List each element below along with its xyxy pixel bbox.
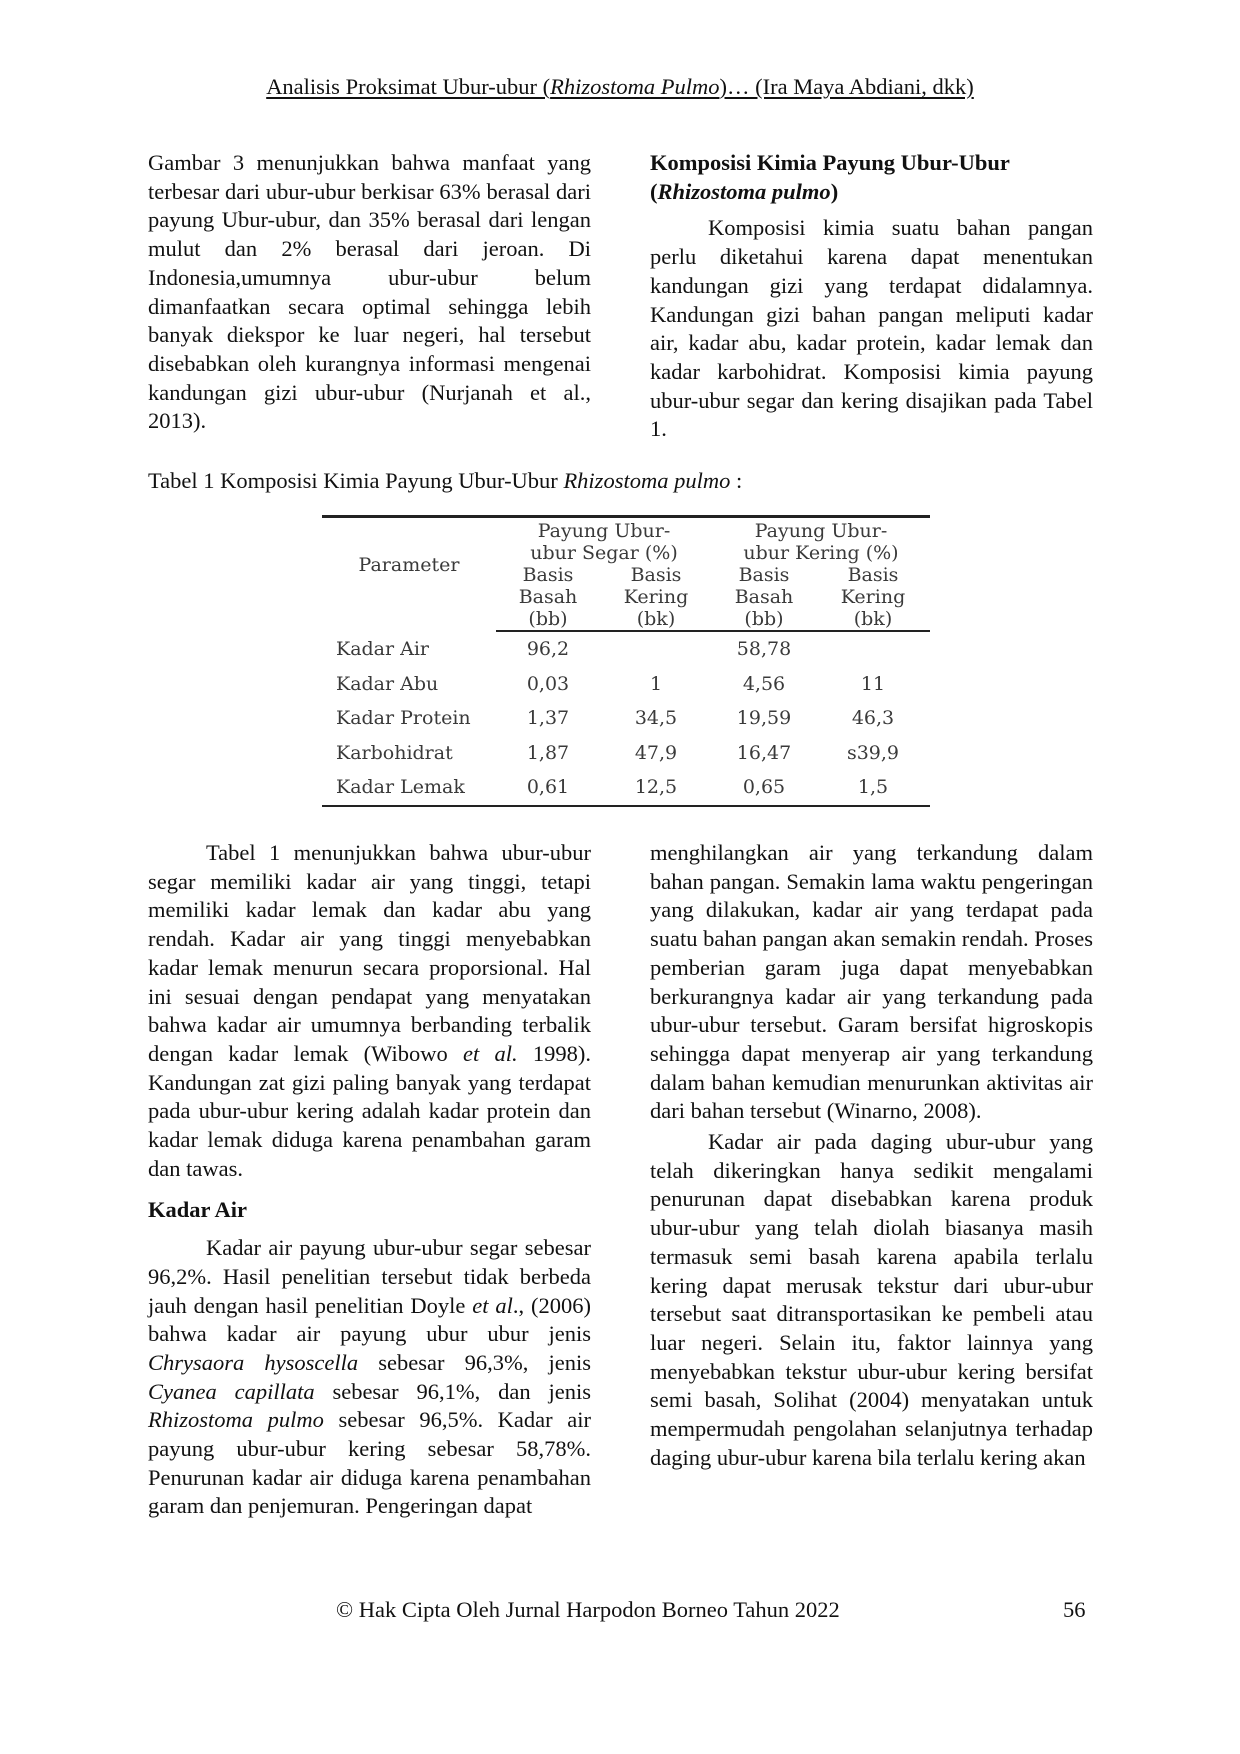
spacer bbox=[148, 1225, 591, 1234]
paragraph-pengeringan: menghilangkan air yang terkandung dalam bahan pangan. Semakin lama waktu pengeringan yang dilakukan, kadar air yang terdapat pada suatu bahan pangan akan semakin rendah. Proses pemberian garam juga dapat menyebabkan berkurangnya kadar air yang terkandung pada ubur-ubur tersebut. Garam bersifat higroskopis sehingga dapat menyerap air yang terkandung dalam bahan kemudian menurunkan aktivitas air dari bahan tersebut (Winarno, 2008). bbox=[650, 840, 1093, 1124]
running-header bbox=[0, 74, 1240, 100]
kadar-air-etal: et al bbox=[472, 1292, 513, 1318]
cell-segar-bb: 1,87 bbox=[526, 741, 570, 764]
left-column-top bbox=[148, 149, 591, 436]
species-chrysaora: Chrysaora hysoscella bbox=[148, 1349, 359, 1375]
section-heading-close: ) bbox=[830, 178, 839, 204]
table-row bbox=[322, 736, 930, 771]
sub-label-line: Basis bbox=[630, 564, 682, 586]
header-group-segar bbox=[496, 517, 712, 565]
table-row bbox=[322, 667, 930, 702]
header-group-segar-l1: Payung Ubur- bbox=[537, 520, 671, 542]
sub-label-line: (bk) bbox=[636, 608, 676, 630]
spacer bbox=[650, 206, 1093, 214]
cell-kering-bb: 0,65 bbox=[712, 770, 816, 806]
table-grid bbox=[322, 515, 930, 807]
cell-kering-bb: 19,59 bbox=[736, 707, 792, 729]
section-heading-komposisi bbox=[650, 149, 1093, 206]
right-column-bottom bbox=[650, 839, 1093, 1472]
paragraph-tabel1-discussion bbox=[148, 839, 591, 1183]
section-heading-open: ( bbox=[650, 178, 658, 204]
cell-kering-bk: 1,5 bbox=[816, 770, 930, 806]
tabel1-text: Tabel 1 menunjukkan bahwa ubur-ubur segar memiliki kadar air yang tinggi, tetapi memiliki kadar lemak dan kadar abu yang rendah. Kadar air yang tinggi menyebabkan kadar lemak menurun secara proporsional. Hal ini sesuai dengan pendapat yang menyatakan bahwa kadar air umumnya berbanding terbalik dengan kadar lemak (Wibowo bbox=[148, 840, 591, 1066]
paragraph-kadar-air bbox=[148, 1234, 591, 1521]
kadar-air-text-c: sebesar 96,3%, jenis bbox=[358, 1349, 591, 1375]
section-heading-line1: Komposisi Kimia Payung Ubur-Ubur bbox=[650, 150, 1010, 175]
cell-segar-bk: 12,5 bbox=[600, 770, 712, 806]
cell-kering-bk: 46,3 bbox=[851, 707, 895, 729]
table-row bbox=[322, 631, 930, 667]
sub-label-line: Basis bbox=[738, 564, 790, 586]
footer-copyright: © Hak Cipta Oleh Jurnal Harpodon Borneo Tahun 2022 bbox=[336, 1597, 840, 1622]
sub-label-line: Basah bbox=[734, 586, 794, 608]
cell-param: Kadar Protein bbox=[336, 707, 471, 729]
left-column-bottom bbox=[148, 839, 591, 1521]
sub-label-line: (bb) bbox=[528, 608, 568, 630]
cell-kering-bk bbox=[816, 631, 930, 667]
species-rhizostoma: Rhizostoma pulmo bbox=[148, 1407, 324, 1433]
sub-label-line: (bb) bbox=[744, 608, 784, 630]
cell-segar-bk: 1 bbox=[649, 672, 663, 695]
header-sub-bb-kering bbox=[712, 564, 816, 631]
cell-segar-bb: 1,37 bbox=[526, 707, 570, 729]
tabel1-text-end: 1998). Kandungan zat gizi paling banyak yang terdapat pada ubur-ubur kering adalah kadar protein dan kadar lemak diduga karena penambahan garam dan tawas. bbox=[148, 1040, 591, 1181]
cell-param: Kadar Lemak bbox=[322, 770, 496, 806]
header-sub-bk-segar bbox=[600, 564, 712, 631]
table-caption-colon: : bbox=[730, 468, 743, 493]
sub-label-line: Basis bbox=[847, 564, 899, 586]
cell-param: Kadar Air bbox=[336, 637, 430, 660]
header-group-segar-l2: ubur Segar (%) bbox=[530, 542, 678, 564]
running-header-authors: )… (Ira Maya Abdiani, dkk) bbox=[719, 74, 974, 99]
cell-segar-bb: 0,61 bbox=[496, 770, 600, 806]
kadar-air-text-a: Kadar air payung ubur-ubur segar sebesar 96,2%. Hasil penelitian tersebut tidak berbeda jauh dengan hasil penelitian Doyle bbox=[148, 1235, 591, 1318]
paragraph-daging-kering: Kadar air pada daging ubur-ubur yang telah dikeringkan hanya sedikit mengalami penurunan dapat disebabkan karena produk ubur-ubur yang telah diolah biasanya masih termasuk semi basah karena apabila terlalu kering dapat merusak tekstur dari ubur-ubur tersebut saat ditransportasikan ke pembeli atau luar negeri. Selain itu, faktor lainnya yang menyebabkan tekstur ubur-ubur kering bersifat semi basah, Solihat (2004) menyatakan untuk mempermudah pengolahan selanjutnya terhadap daging ubur-ubur karena bila terlalu kering akan bbox=[650, 1129, 1093, 1470]
sub-label-line: Basah bbox=[518, 586, 578, 608]
cell-kering-bb: 16,47 bbox=[736, 741, 792, 764]
cell-param: Kadar Abu bbox=[336, 672, 439, 695]
sub-label-line: Kering bbox=[840, 586, 906, 608]
cell-param: Karbohidrat bbox=[336, 741, 453, 764]
cell-kering-bk: 11 bbox=[860, 672, 886, 695]
cell-kering-bb: 4,56 bbox=[742, 672, 786, 695]
tabel1-etal: et al. bbox=[463, 1040, 518, 1066]
section-heading-species: Rhizostoma pulmo bbox=[657, 178, 831, 204]
table-caption bbox=[148, 468, 742, 494]
header-parameter: Parameter bbox=[322, 517, 496, 632]
paragraph-komposisi: Komposisi kimia suatu bahan pangan perlu diketahui karena dapat menentukan kandungan gizi yang terdapat didalamnya. Kandungan gizi bahan pangan meliputi kadar air, kadar abu, kadar protein, kadar lemak dan kadar karbohidrat. Komposisi kimia payung ubur-ubur segar dan kering disajikan pada Tabel 1. bbox=[650, 215, 1093, 442]
header-sub-bb-segar bbox=[496, 564, 600, 631]
section-heading-kadar-air: Kadar Air bbox=[148, 1197, 247, 1223]
header-group-kering bbox=[712, 517, 930, 565]
page-number: 56 bbox=[1063, 1597, 1086, 1622]
species-cyanea: Cyanea capillata bbox=[148, 1378, 315, 1404]
cell-segar-bb: 96,2 bbox=[526, 638, 570, 660]
header-sub-bk-kering bbox=[816, 564, 930, 631]
paragraph-gambar3: Gambar 3 menunjukkan bahwa manfaat yang terbesar dari ubur-ubur berkisar 63% berasal dari payung Ubur-ubur, dan 35% berasal dari lengan mulut dan 2% berasal dari jeroan. Di Indonesia,umumnya ubur-ubur belum dimanfaatkan secara optimal sehingga lebih banyak diekspor ke luar negeri, hal tersebut disebabkan oleh kurangnya informasi mengenai kandungan gizi ubur-ubur (Nurjanah et al., 2013). bbox=[148, 150, 591, 434]
composition-table bbox=[322, 515, 930, 807]
running-header-text: Analisis Proksimat Ubur-ubur ( bbox=[266, 74, 551, 99]
kadar-air-text-d: sebesar 96,1%, dan jenis bbox=[314, 1378, 591, 1404]
kadar-air-text-b: ., (2006) bahwa kadar air payung ubur ubur jenis bbox=[148, 1292, 591, 1347]
cell-kering-bb: 58,78 bbox=[736, 638, 792, 660]
sub-label-line: Basis bbox=[522, 564, 574, 586]
sub-label-line: (bk) bbox=[853, 608, 893, 630]
cell-segar-bb: 0,03 bbox=[526, 672, 570, 695]
header-group-kering-l2: ubur Kering (%) bbox=[743, 542, 899, 564]
running-header-species: Rhizostoma Pulmo bbox=[550, 74, 720, 99]
table-caption-species: Rhizostoma pulmo bbox=[563, 468, 731, 493]
kadar-air-text-e: sebesar 96,5%. Kadar air payung ubur-ubur kering sebesar 58,78%. Penurunan kadar air diduga karena penambahan garam dan penjemuran. Pengeringan dapat bbox=[148, 1407, 591, 1519]
cell-segar-bk: 34,5 bbox=[634, 707, 678, 729]
table-row bbox=[322, 701, 930, 736]
cell-kering-bk: s39,9 bbox=[846, 741, 900, 764]
sub-label-line: Kering bbox=[623, 586, 689, 608]
spacer bbox=[148, 1183, 591, 1196]
header-group-kering-l1: Payung Ubur- bbox=[754, 520, 888, 542]
table-caption-text: Tabel 1 Komposisi Kimia Payung Ubur-Ubur bbox=[148, 468, 564, 493]
right-column-top bbox=[650, 149, 1093, 444]
cell-segar-bk bbox=[600, 631, 712, 667]
table-row bbox=[322, 770, 930, 806]
cell-segar-bk: 47,9 bbox=[634, 741, 678, 764]
